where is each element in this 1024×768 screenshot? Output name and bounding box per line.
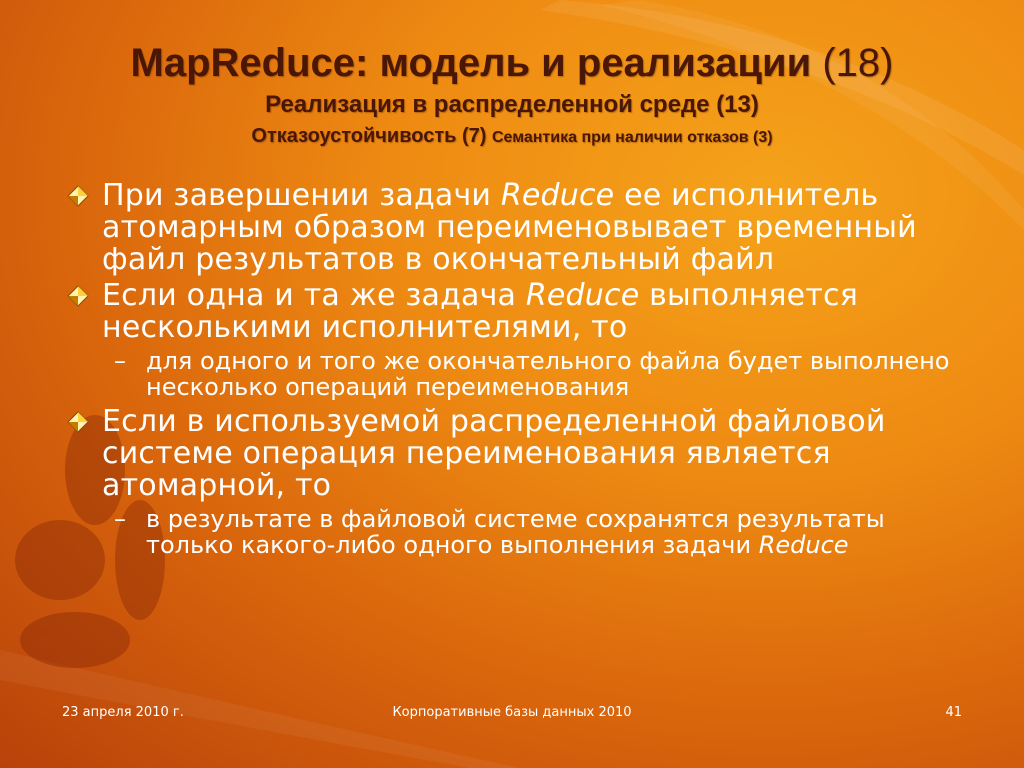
bullet-item bbox=[66, 406, 966, 502]
slide-content bbox=[66, 180, 966, 564]
diamond-bullet-icon bbox=[66, 410, 90, 434]
slide-title bbox=[0, 38, 1024, 88]
subtitle-2-main: Отказоустойчивость (7) bbox=[251, 125, 487, 147]
title-count: (18) bbox=[822, 41, 894, 85]
bullet-text-pre: Если одна и та же задача bbox=[102, 278, 526, 313]
title-block bbox=[0, 38, 1024, 152]
title-main: MapReduce: модель и реализации bbox=[130, 41, 812, 85]
bullet-text: Если в используемой распределенной файловой системе операция переименования является атомарной, то bbox=[102, 404, 886, 503]
slide-number: 41 bbox=[945, 705, 962, 720]
bullet-item bbox=[66, 280, 966, 344]
footer-date: 23 апреля 2010 г. bbox=[62, 705, 184, 720]
sub-bullet-item bbox=[66, 506, 966, 558]
sub-bullet-text-em: Reduce bbox=[758, 531, 849, 559]
slide-subtitle-1: Реализация в распределенной среде (13) bbox=[265, 91, 759, 118]
bullet-text-em: Reduce bbox=[525, 278, 640, 313]
diamond-bullet-icon bbox=[66, 184, 90, 208]
diamond-bullet-icon bbox=[66, 284, 90, 308]
sub-bullet-text: для одного и того же окончательного файла будет выполнено несколько операций переименования bbox=[146, 347, 950, 401]
bullet-text-post: ее исполнитель атомарным образом переименовывает временный файл результатов в окончательный файл bbox=[102, 178, 917, 277]
bullet-text-post: выполняется несколькими исполнителями, то bbox=[102, 278, 858, 345]
sub-bullet-item bbox=[66, 348, 966, 400]
footer-title: Корпоративные базы данных 2010 bbox=[392, 705, 632, 720]
sub-bullet-dash: – bbox=[114, 505, 126, 533]
sub-bullet-text-pre: в результате в файловой системе сохранятся результаты только какого-либо одного выполнения задачи bbox=[146, 505, 885, 559]
sub-bullet-dash: – bbox=[114, 347, 126, 375]
slide-subtitle-2 bbox=[0, 122, 1024, 152]
bullet-text-pre: При завершении задачи bbox=[102, 178, 501, 213]
bullet-item bbox=[66, 180, 966, 276]
bullet-text-em: Reduce bbox=[500, 178, 615, 213]
subtitle-2-small: Семантика при наличии отказов (3) bbox=[491, 129, 773, 146]
